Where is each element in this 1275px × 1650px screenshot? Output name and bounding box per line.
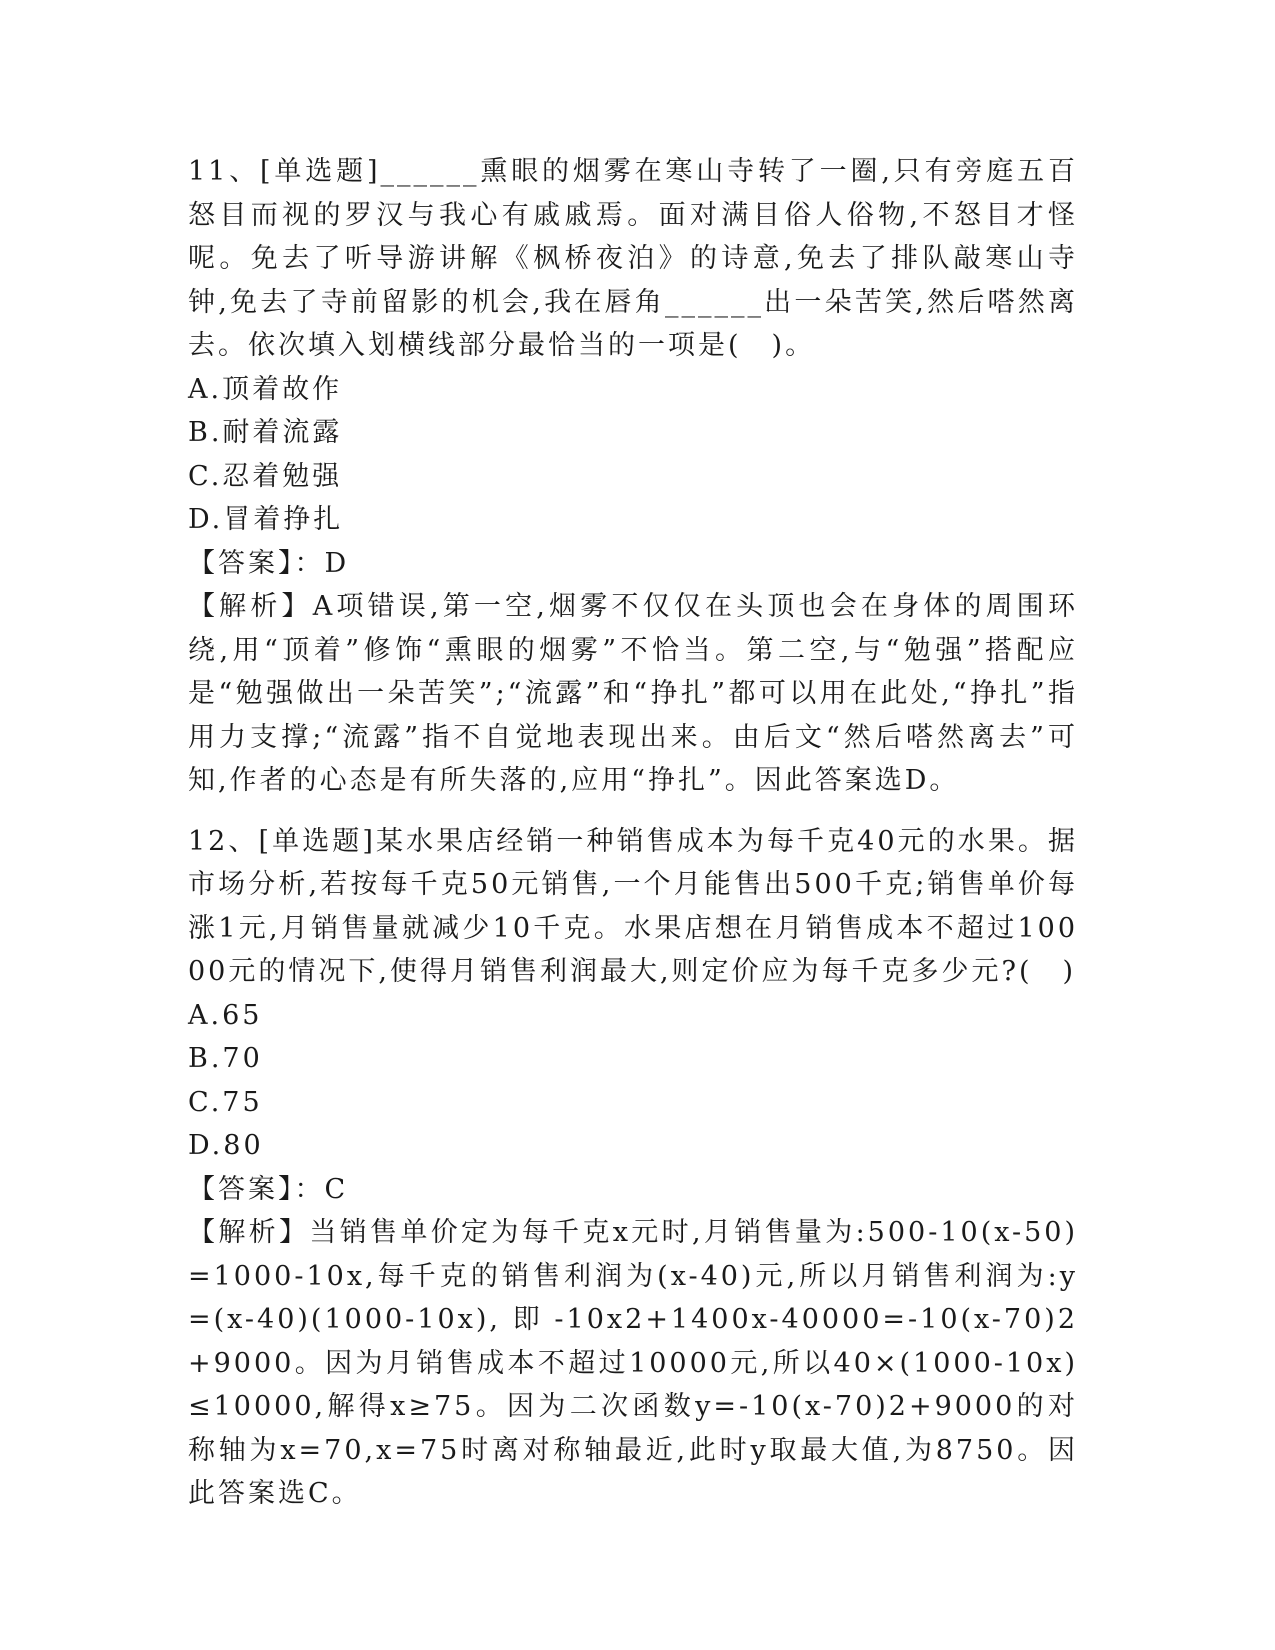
option-d: D.冒着挣扎 bbox=[188, 504, 344, 535]
option-a: A.顶着故作 bbox=[188, 373, 343, 405]
question-spacer bbox=[188, 803, 1078, 820]
option-d: D.80 bbox=[188, 1130, 264, 1161]
answer-line: 【答案】：D bbox=[188, 547, 350, 579]
analysis-text: 【解析】当销售单价定为每千克x元时,月销售量为:500-10(x-50)=1000-10x,每千克的销售利润为(x-40)元,所以月销售利润为:y=(x-40)(1000-10x),即-10x2+1400x-40000=-10(x-70)2+9000。因为月销售成本不超过10000元,所以40×(1000-10x)≤10000,解得x≥75。因为二次函数y=-10(x-70)2+9000的对称轴为x=70,x=75时离对称轴最近,此时y取最大值,为8750。因此答案选C。 bbox=[188, 1217, 1078, 1509]
question-stem: 12、[单选题]某水果店经销一种销售成本为每千克40元的水果。据市场分析,若按每千克50元销售,一个月能售出500千克;销售单价每涨1元,月销售量就减少10千克。水果店想在月销售成本不超过10000元的情况下,使得月销售利润最大,则定价应为每千克多少元?( ) bbox=[188, 825, 1078, 987]
option-list bbox=[188, 994, 1078, 1168]
option-c: C.75 bbox=[188, 1086, 263, 1118]
option-b: B.耐着流露 bbox=[188, 417, 343, 448]
question-11 bbox=[188, 150, 1078, 803]
option-c: C.忍着勉强 bbox=[188, 460, 343, 492]
option-b: B.70 bbox=[188, 1043, 263, 1074]
question-stem: 11、[单选题]______熏眼的烟雾在寒山寺转了一圈,只有旁庭五百怒目而视的罗汉与我心有戚戚焉。面对满目俗人俗物,不怒目才怪呢。免去了听导游讲解《枫桥夜泊》的诗意,免去了排队敲寒山寺钟,免去了寺前留影的机会,我在唇角______出一朵苦笑,然后嗒然离去。依次填入划横线部分最恰当的一项是( )。 bbox=[188, 156, 1078, 361]
question-12 bbox=[188, 820, 1078, 1516]
answer-line: 【答案】：C bbox=[188, 1173, 349, 1205]
option-list bbox=[188, 368, 1078, 542]
option-a: A.65 bbox=[188, 999, 263, 1031]
analysis-text: 【解析】A项错误,第一空,烟雾不仅仅在头顶也会在身体的周围环绕,用“顶着”修饰“熏眼的烟雾”不恰当。第二空,与“勉强”搭配应是“勉强做出一朵苦笑”;“流露”和“挣扎”都可以用在此处,“挣扎”指用力支撑;“流露”指不自觉地表现出来。由后文“然后嗒然离去”可知,作者的心态是有所失落的,应用“挣扎”。因此答案选D。 bbox=[188, 591, 1078, 796]
document-page bbox=[188, 150, 1078, 1516]
